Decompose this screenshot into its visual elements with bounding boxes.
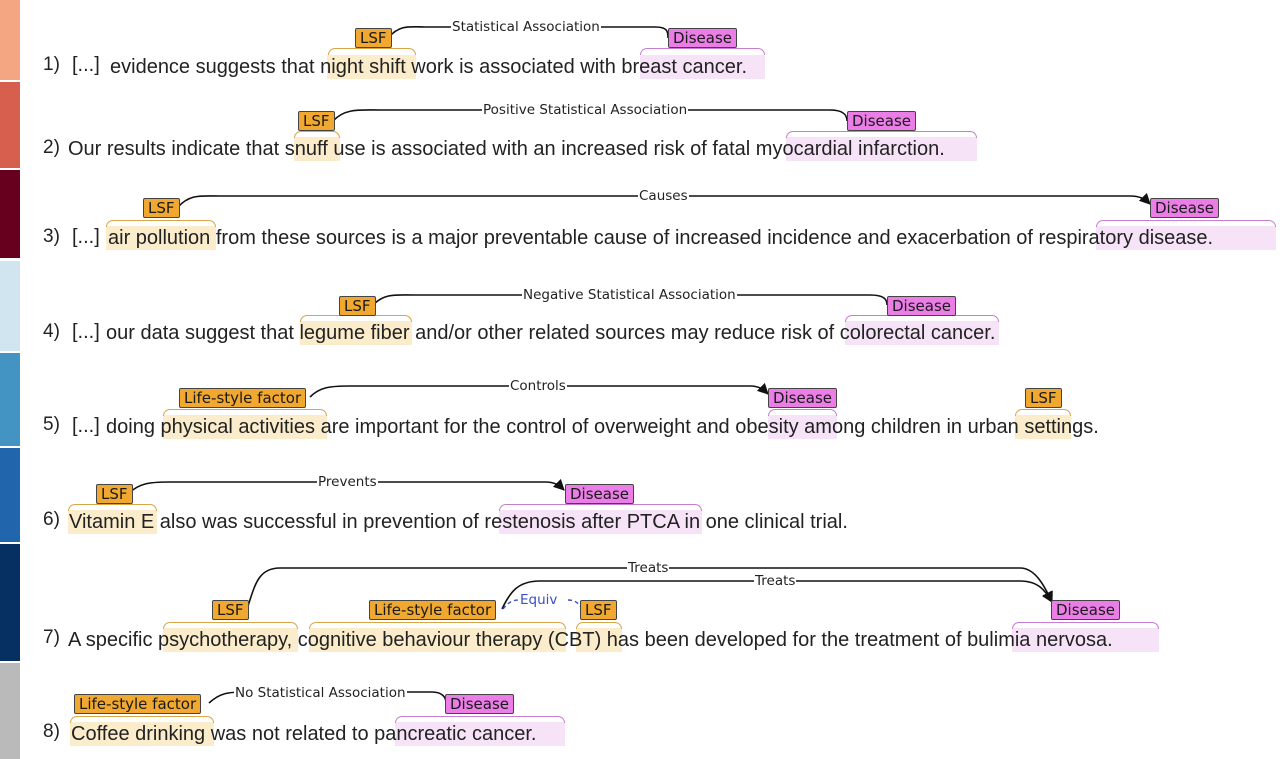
- sentence-text: air pollution from these sources is a major preventable cause of increased incidence and exacerbation of respiratory disease.: [108, 227, 1214, 249]
- relation-label: Statistical Association: [452, 19, 600, 35]
- disease-mention: colorectal cancer: [839, 322, 990, 344]
- lsf-entity-tag[interactable]: LSF: [580, 600, 617, 620]
- sentence-number: 7): [43, 627, 60, 648]
- lsf-entity-tag[interactable]: LSF: [1025, 388, 1062, 408]
- life-style-factor-entity-tag[interactable]: Life-style factor: [74, 694, 201, 714]
- disease-entity-tag[interactable]: Disease: [1051, 600, 1120, 620]
- disease-mention: pancreatic cancer: [374, 723, 531, 745]
- sentence-number: 5): [43, 414, 60, 435]
- relation-label: Causes: [639, 188, 688, 204]
- lsf-entity-tag[interactable]: LSF: [96, 484, 133, 504]
- relation-label: Controls: [510, 378, 566, 394]
- disease-mention: myocardial infarction: [755, 138, 940, 160]
- lsf-mention: legume fiber: [299, 322, 410, 344]
- relation-label: No Statistical Association: [235, 685, 406, 701]
- disease-entity-tag[interactable]: Disease: [887, 296, 956, 316]
- disease-mention: restenosis after PTCA: [484, 511, 679, 533]
- lsf-mention: CBT: [554, 629, 595, 651]
- relation-label: Treats: [628, 560, 669, 576]
- disease-entity-tag[interactable]: Disease: [668, 28, 737, 48]
- lsf-mention: Vitamin E: [69, 511, 155, 533]
- sentence-number: 2): [43, 137, 60, 158]
- disease-entity-tag[interactable]: Disease: [1150, 198, 1219, 218]
- relation-label: Treats: [755, 573, 796, 589]
- life-style-factor-entity-tag[interactable]: Life-style factor: [179, 388, 306, 408]
- lsf-mention: physical activities: [160, 416, 316, 438]
- equiv-relation-label: Equiv: [520, 592, 558, 608]
- lsf-span-brace: [328, 48, 416, 55]
- relation-label: Prevents: [318, 474, 377, 490]
- lsf-mention: urban: [967, 416, 1019, 438]
- ellipsis-marker: [...]: [72, 54, 100, 76]
- sentence-number: 8): [43, 721, 60, 742]
- disease-span-brace: [640, 48, 765, 55]
- disease-mention: respiratory disease: [1038, 227, 1208, 249]
- disease-entity-tag[interactable]: Disease: [847, 111, 916, 131]
- lsf-mention: snuff: [284, 138, 328, 160]
- lsf-mention: air pollution: [108, 227, 211, 249]
- lsf-mention: Coffee drinking: [71, 723, 206, 745]
- sentence-number: 4): [43, 321, 60, 342]
- lsf-entity-tag[interactable]: LSF: [339, 296, 376, 316]
- ellipsis-marker: [...]: [72, 226, 100, 248]
- ellipsis-marker: [...]: [72, 321, 100, 343]
- sentence-text: Coffee drinking was not related to pancreatic cancer.: [71, 723, 537, 745]
- sentence-text: evidence suggests that night shift work is associated with breast cancer.: [110, 56, 748, 78]
- sentence-number: 3): [43, 226, 60, 247]
- lsf-mention: cognitive behaviour therapy: [297, 629, 543, 651]
- sentence-text: Vitamin E also was successful in prevention of restenosis after PTCA in one clinical trial.: [69, 511, 848, 533]
- lsf-mention: night shift: [320, 56, 406, 78]
- sentence-number: 1): [43, 54, 60, 75]
- life-style-factor-entity-tag[interactable]: Life-style factor: [369, 600, 496, 620]
- sentence-text: doing physical activities are important for the control of overweight and obesity among children in urban settings.: [106, 416, 1099, 438]
- disease-entity-tag[interactable]: Disease: [565, 484, 634, 504]
- disease-entity-tag[interactable]: Disease: [445, 694, 514, 714]
- relation-label: Positive Statistical Association: [483, 102, 688, 118]
- sentence-text: Our results indicate that snuff use is associated with an increased risk of fatal myocardial infarction.: [68, 138, 945, 160]
- sentence-text: A specific psychotherapy, cognitive behaviour therapy (CBT) has been developed for the treatment of bulimia nervosa.: [68, 629, 1113, 651]
- lsf-entity-tag[interactable]: LSF: [355, 28, 392, 48]
- sentence-number: 6): [43, 509, 60, 530]
- disease-mention: obesity: [735, 416, 799, 438]
- lsf-mention: psychotherapy: [158, 629, 287, 651]
- disease-entity-tag[interactable]: Disease: [768, 388, 837, 408]
- relation-label: Negative Statistical Association: [523, 287, 736, 303]
- sentence-text: our data suggest that legume fiber and/or other related sources may reduce risk of colorectal cancer.: [106, 322, 996, 344]
- lsf-entity-tag[interactable]: LSF: [143, 198, 180, 218]
- ellipsis-marker: [...]: [72, 415, 100, 437]
- lsf-entity-tag[interactable]: LSF: [212, 600, 249, 620]
- lsf-entity-tag[interactable]: LSF: [298, 111, 335, 131]
- disease-mention: breast cancer: [621, 56, 742, 78]
- disease-mention: bulimia nervosa: [967, 629, 1108, 651]
